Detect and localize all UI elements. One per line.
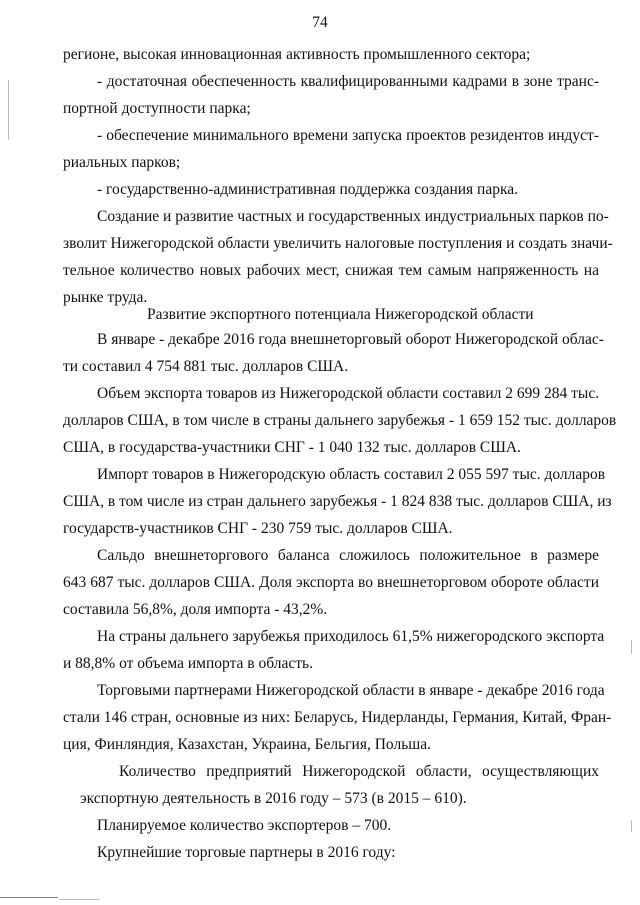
section-heading: Развитие экспортного потенциала Нижегородской области bbox=[147, 306, 534, 323]
text-line: государств-участников СНГ - 230 759 тыс. долларов США. bbox=[63, 520, 453, 537]
text-line: США, в том числе из стран дальнего зарубежья - 1 824 838 тыс. долларов США, из bbox=[63, 493, 612, 510]
text-line: Торговыми партнерами Нижегородской области в январе - декабре 2016 года bbox=[97, 682, 605, 699]
text-line: Импорт товаров в Нижегородскую область составил 2 055 597 тыс. долларов bbox=[97, 466, 606, 483]
text-line: экспортную деятельность в 2016 году – 573 (в 2015 – 610). bbox=[80, 790, 467, 807]
scan-margin-mark bbox=[8, 80, 9, 140]
text-line: Крупнейшие торговые партнеры в 2016 году: bbox=[97, 844, 396, 861]
text-line: ти составил 4 754 881 тыс. долларов США. bbox=[63, 358, 349, 375]
text-line: тельное количество новых рабочих мест, снижая тем самым напряженность на bbox=[63, 262, 599, 279]
text-line: - обеспечение минимального времени запуска проектов резидентов индуст- bbox=[97, 127, 599, 144]
text-line: На страны дальнего зарубежья приходилось 61,5% нижегородского экспорта bbox=[97, 628, 605, 645]
text-line: зволит Нижегородской области увеличить налоговые поступления и создать значи- bbox=[63, 235, 613, 252]
text-line: В январе - декабре 2016 года внешнеторговый оборот Нижегородской облас- bbox=[97, 331, 604, 348]
text-line: риальных парков; bbox=[63, 154, 181, 171]
text-line: долларов США, в том числе в страны дальнего зарубежья - 1 659 152 тыс. долларов bbox=[63, 412, 617, 429]
text-line: Объем экспорта товаров из Нижегородской области составил 2 699 284 тыс. bbox=[97, 385, 600, 402]
page-number: 74 bbox=[312, 14, 328, 31]
scan-margin-mark bbox=[631, 640, 632, 654]
text-line: регионе, высокая инновационная активность промышленного сектора; bbox=[63, 46, 531, 63]
text-line: Создание и развитие частных и государственных индустриальных парков по- bbox=[97, 208, 609, 225]
text-line: портной доступности парка; bbox=[63, 100, 251, 117]
scan-footer-rule bbox=[0, 897, 58, 898]
text-line: Сальдо внешнеторгового баланса сложилось положительное в размере bbox=[97, 547, 599, 564]
text-line: стали 146 стран, основные из них: Беларусь, Нидерланды, Германия, Китай, Фран- bbox=[63, 709, 612, 726]
text-line: рынке труда. bbox=[63, 289, 148, 306]
scan-margin-mark bbox=[631, 820, 632, 832]
text-line: Планируемое количество экспортеров – 700. bbox=[97, 817, 392, 834]
text-line: составила 56,8%, доля импорта - 43,2%. bbox=[63, 601, 328, 618]
text-line: и 88,8% от объема импорта в область. bbox=[63, 655, 313, 672]
text-line: Количество предприятий Нижегородской области, осуществляющих bbox=[119, 763, 599, 780]
text-line: - государственно-административная поддержка создания парка. bbox=[97, 181, 519, 198]
text-line: ция, Финляндия, Казахстан, Украина, Бельгия, Польша. bbox=[63, 736, 431, 753]
scan-footer-rule bbox=[60, 899, 100, 900]
text-line: - достаточная обеспеченность квалифицированными кадрами в зоне транс- bbox=[97, 73, 599, 90]
text-line: 643 687 тыс. долларов США. Доля экспорта во внешнеторговом обороте области bbox=[63, 574, 599, 591]
text-line: США, в государства-участники СНГ - 1 040 132 тыс. долларов США. bbox=[63, 439, 521, 456]
